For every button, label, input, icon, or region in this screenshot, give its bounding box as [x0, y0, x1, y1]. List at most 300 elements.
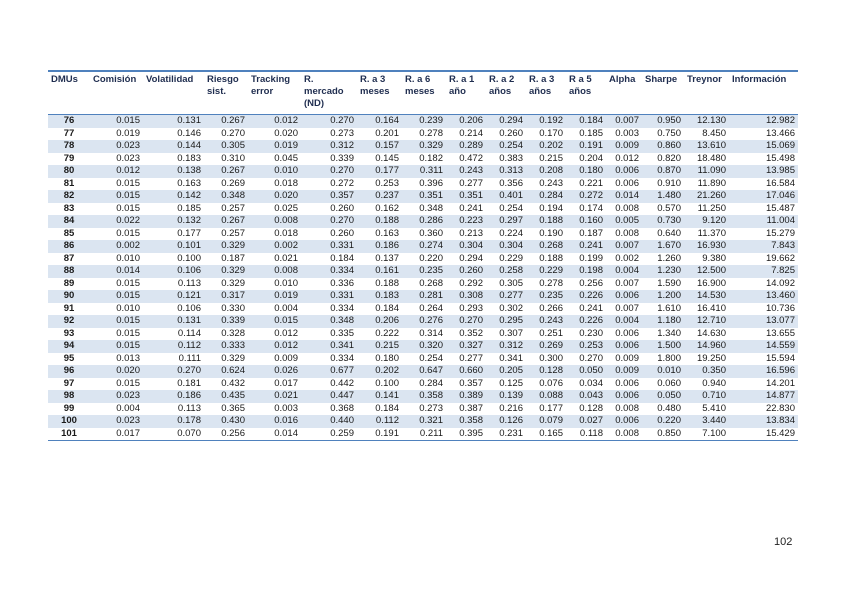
- table-cell: 0.187: [579, 227, 603, 239]
- table-cell: 0.277: [486, 290, 526, 303]
- table-cell: 0.243: [526, 315, 566, 328]
- table-cell: 10.736: [765, 302, 795, 314]
- table-cell: 0.294: [459, 252, 483, 264]
- table-cell: 0.274: [402, 240, 446, 253]
- column-header: Comisión: [90, 71, 143, 115]
- table-cell: 16.596: [729, 365, 798, 378]
- table-cell: 0.012: [90, 165, 143, 178]
- table-cell: 0.012: [615, 152, 639, 164]
- table-cell: 0.241: [579, 302, 603, 314]
- table-cell: 0.008: [606, 428, 642, 441]
- header-row: [48, 71, 798, 115]
- table-cell: 9.380: [702, 252, 726, 264]
- dmu-id-cell: 76: [48, 115, 90, 128]
- table-cell: 0.018: [274, 177, 298, 189]
- table-cell: 0.308: [446, 290, 486, 303]
- table-row: [48, 390, 798, 403]
- table-cell: 0.015: [90, 115, 143, 128]
- table-cell: 0.183: [177, 152, 201, 164]
- table-cell: 0.126: [486, 415, 526, 428]
- table-cell: 0.910: [657, 177, 681, 189]
- table-cell: 0.440: [301, 415, 357, 428]
- table-cell: 0.351: [402, 190, 446, 203]
- table-cell: 0.146: [177, 127, 201, 139]
- table-cell: 0.251: [539, 327, 563, 339]
- table-cell: 0.009: [606, 365, 642, 378]
- table-cell: 0.284: [526, 190, 566, 203]
- table-cell: 0.185: [177, 202, 201, 214]
- table-cell: 18.480: [696, 152, 726, 164]
- table-cell: 0.257: [221, 227, 245, 239]
- table-cell: 0.019: [248, 290, 301, 303]
- table-cell: 0.106: [177, 302, 201, 314]
- table-cell: 0.100: [177, 252, 201, 264]
- page-number: 102: [774, 536, 793, 548]
- table-cell: 0.358: [446, 415, 486, 428]
- table-cell: 0.009: [606, 140, 642, 153]
- table-cell: 0.348: [301, 315, 357, 328]
- table-cell: 0.010: [116, 302, 140, 314]
- table-cell: 0.202: [357, 365, 402, 378]
- table-cell: 0.677: [301, 365, 357, 378]
- table-cell: 0.383: [499, 152, 523, 164]
- table-cell: 0.254: [486, 140, 526, 153]
- table-cell: 0.112: [357, 415, 402, 428]
- table-row: [48, 240, 798, 253]
- table-cell: 0.163: [375, 227, 399, 239]
- table-cell: 0.009: [274, 352, 298, 364]
- table-cell: 0.157: [357, 140, 402, 153]
- table-cell: 0.267: [204, 165, 248, 178]
- table-cell: 0.314: [419, 327, 443, 339]
- table-cell: 0.023: [90, 390, 143, 403]
- table-cell: 1.590: [657, 277, 681, 289]
- table-cell: 0.264: [419, 302, 443, 314]
- table-cell: 0.317: [204, 290, 248, 303]
- table-cell: 0.357: [301, 190, 357, 203]
- table-cell: 0.076: [539, 377, 563, 389]
- table-cell: 0.111: [178, 352, 201, 364]
- table-cell: 0.295: [486, 315, 526, 328]
- table-cell: 0.220: [642, 415, 684, 428]
- table-cell: 0.187: [221, 252, 245, 264]
- table-cell: 0.331: [301, 240, 357, 253]
- table-cell: 17.046: [729, 190, 798, 203]
- table-cell: 0.008: [615, 402, 639, 414]
- table-cell: 0.278: [419, 127, 443, 139]
- table-cell: 1.230: [642, 265, 684, 278]
- table-cell: 0.007: [615, 277, 639, 289]
- table-cell: 0.277: [459, 352, 483, 364]
- table-cell: 0.161: [357, 265, 402, 278]
- table-cell: 0.191: [566, 140, 606, 153]
- table-cell: 0.430: [204, 415, 248, 428]
- data-table: [48, 70, 798, 441]
- table-cell: 15.429: [729, 428, 798, 441]
- table-cell: 0.237: [357, 190, 402, 203]
- table-cell: 0.258: [486, 265, 526, 278]
- table-cell: 0.389: [446, 390, 486, 403]
- table-cell: 14.960: [684, 340, 729, 353]
- table-cell: 0.304: [446, 240, 486, 253]
- table-cell: 0.870: [642, 165, 684, 178]
- table-cell: 0.277: [459, 177, 483, 189]
- dmu-id-cell: 92: [48, 315, 90, 328]
- table-cell: 0.141: [357, 390, 402, 403]
- table-cell: 0.221: [579, 177, 603, 189]
- table-cell: 0.015: [90, 190, 143, 203]
- table-cell: 0.192: [526, 115, 566, 128]
- table-cell: 0.660: [446, 365, 486, 378]
- table-cell: 12.982: [729, 115, 798, 128]
- table-cell: 0.106: [143, 265, 204, 278]
- table-cell: 0.012: [248, 115, 301, 128]
- table-row: [48, 353, 798, 366]
- table-cell: 0.358: [402, 390, 446, 403]
- table-cell: 0.270: [301, 165, 357, 178]
- table-cell: 0.348: [204, 190, 248, 203]
- table-cell: 0.940: [702, 377, 726, 389]
- dmu-id-cell: 80: [48, 165, 90, 178]
- table-cell: 0.860: [642, 140, 684, 153]
- table-cell: 0.006: [606, 340, 642, 353]
- table-cell: 0.297: [486, 215, 526, 228]
- table-cell: 0.131: [143, 315, 204, 328]
- table-cell: 16.900: [696, 277, 726, 289]
- table-cell: 0.050: [642, 390, 684, 403]
- table-cell: 0.019: [248, 140, 301, 153]
- column-header: R. a 6 meses: [402, 71, 446, 115]
- table-cell: 0.321: [402, 415, 446, 428]
- table-cell: 0.341: [301, 340, 357, 353]
- table-cell: 13.077: [729, 315, 798, 328]
- table-cell: 0.006: [615, 377, 639, 389]
- table-row: [48, 115, 798, 128]
- table-cell: 1.800: [657, 352, 681, 364]
- table-cell: 0.750: [657, 127, 681, 139]
- table-cell: 0.336: [330, 277, 354, 289]
- table-cell: 0.002: [248, 240, 301, 253]
- table-cell: 0.356: [499, 177, 523, 189]
- table-cell: 0.016: [248, 415, 301, 428]
- table-cell: 0.480: [657, 402, 681, 414]
- column-header: Tracking error: [248, 71, 301, 115]
- table-cell: 0.100: [375, 377, 399, 389]
- table-cell: 5.410: [702, 402, 726, 414]
- table-cell: 0.183: [357, 290, 402, 303]
- table-cell: 0.188: [539, 252, 563, 264]
- table-body: [48, 115, 798, 441]
- dmu-id-cell: 101: [48, 428, 90, 441]
- table-cell: 11.370: [697, 227, 726, 239]
- table-cell: 0.174: [579, 202, 603, 214]
- table-cell: 0.348: [419, 202, 443, 214]
- table-cell: 19.662: [765, 252, 795, 264]
- table-cell: 0.004: [274, 302, 298, 314]
- table-cell: 0.304: [486, 240, 526, 253]
- table-cell: 14.559: [729, 340, 798, 353]
- table-cell: 0.334: [330, 302, 354, 314]
- table-row: [48, 178, 798, 191]
- table-cell: 0.070: [143, 428, 204, 441]
- table-cell: 0.333: [204, 340, 248, 353]
- table-row: [48, 190, 798, 203]
- table-cell: 0.131: [143, 115, 204, 128]
- table-cell: 0.005: [606, 215, 642, 228]
- column-header: Treynor: [684, 71, 729, 115]
- table-cell: 0.305: [204, 140, 248, 153]
- table-cell: 12.500: [684, 265, 729, 278]
- column-header: Volatilidad: [143, 71, 204, 115]
- column-header: R. a 3 meses: [357, 71, 402, 115]
- table-cell: 0.008: [615, 202, 639, 214]
- table-cell: 0.269: [526, 340, 566, 353]
- table-cell: 0.270: [579, 352, 603, 364]
- table-cell: 0.235: [402, 265, 446, 278]
- table-cell: 0.312: [301, 140, 357, 153]
- table-cell: 0.401: [486, 190, 526, 203]
- table-cell: 0.163: [177, 177, 201, 189]
- table-cell: 0.260: [446, 265, 486, 278]
- dmu-id-cell: 96: [48, 365, 90, 378]
- column-header: Información: [729, 71, 798, 115]
- table-cell: 0.270: [143, 365, 204, 378]
- table-cell: 0.013: [116, 352, 140, 364]
- table-cell: 0.357: [459, 377, 483, 389]
- table-cell: 0.270: [221, 127, 245, 139]
- table-row: [48, 290, 798, 303]
- table-cell: 0.302: [499, 302, 523, 314]
- table-cell: 0.178: [143, 415, 204, 428]
- table-cell: 0.624: [204, 365, 248, 378]
- table-cell: 0.201: [375, 127, 399, 139]
- table-cell: 8.450: [702, 127, 726, 139]
- table-cell: 0.647: [402, 365, 446, 378]
- table-cell: 0.191: [357, 428, 402, 441]
- table-cell: 0.329: [204, 240, 248, 253]
- table-cell: 0.184: [330, 252, 354, 264]
- table-cell: 0.015: [116, 227, 140, 239]
- table-cell: 21.260: [684, 190, 729, 203]
- table-cell: 0.027: [566, 415, 606, 428]
- table-cell: 1.180: [642, 315, 684, 328]
- table-cell: 0.230: [579, 327, 603, 339]
- dmu-id-cell: 90: [48, 290, 90, 303]
- table-cell: 13.466: [765, 127, 795, 139]
- table-cell: 1.500: [642, 340, 684, 353]
- table-cell: 0.231: [486, 428, 526, 441]
- table-cell: 0.278: [539, 277, 563, 289]
- table-cell: 0.710: [684, 390, 729, 403]
- table-cell: 0.017: [90, 428, 143, 441]
- table-row: [48, 215, 798, 228]
- table-cell: 0.010: [274, 277, 298, 289]
- dmu-id-cell: 94: [48, 340, 90, 353]
- table-cell: 0.292: [459, 277, 483, 289]
- table-cell: 0.270: [446, 315, 486, 328]
- table-cell: 0.014: [248, 428, 301, 441]
- table-cell: 0.180: [375, 352, 399, 364]
- table-cell: 0.329: [204, 265, 248, 278]
- table-cell: 1.480: [642, 190, 684, 203]
- column-header: DMUs: [48, 71, 90, 115]
- table-cell: 0.273: [419, 402, 443, 414]
- table-cell: 0.010: [642, 365, 684, 378]
- table-row: [48, 278, 798, 291]
- table-cell: 0.002: [90, 240, 143, 253]
- table-cell: 0.164: [357, 115, 402, 128]
- table-cell: 0.293: [459, 302, 483, 314]
- table-cell: 0.850: [642, 428, 684, 441]
- table-cell: 0.329: [402, 140, 446, 153]
- table-cell: 0.396: [419, 177, 443, 189]
- table-row: [48, 328, 798, 341]
- table-cell: 0.023: [90, 415, 143, 428]
- table-cell: 0.060: [657, 377, 681, 389]
- table-cell: 0.300: [539, 352, 563, 364]
- table-cell: 0.360: [419, 227, 443, 239]
- table-cell: 0.177: [177, 227, 201, 239]
- table-cell: 0.351: [446, 190, 486, 203]
- table-cell: 0.335: [330, 327, 354, 339]
- table-cell: 0.243: [446, 165, 486, 178]
- table-cell: 0.112: [143, 340, 204, 353]
- table-cell: 0.006: [606, 290, 642, 303]
- table-cell: 0.188: [375, 277, 399, 289]
- table-cell: 0.019: [116, 127, 140, 139]
- table-cell: 14.630: [696, 327, 726, 339]
- table-cell: 0.272: [566, 190, 606, 203]
- table-cell: 0.640: [657, 227, 681, 239]
- table-cell: 0.442: [330, 377, 354, 389]
- dmu-id-cell: 88: [48, 265, 90, 278]
- table-cell: 0.259: [301, 428, 357, 441]
- table-cell: 22.830: [765, 402, 795, 414]
- table-cell: 0.190: [539, 227, 563, 239]
- table-cell: 0.194: [539, 202, 563, 214]
- table-row: [48, 265, 798, 278]
- table-cell: 0.730: [642, 215, 684, 228]
- table-row: [48, 253, 798, 266]
- table-cell: 13.985: [729, 165, 798, 178]
- table-cell: 11.004: [729, 215, 798, 228]
- table-cell: 0.281: [402, 290, 446, 303]
- table-cell: 0.138: [143, 165, 204, 178]
- table-cell: 0.256: [204, 428, 248, 441]
- table-cell: 0.395: [446, 428, 486, 441]
- table-cell: 0.570: [657, 202, 681, 214]
- dmu-id-cell: 91: [63, 302, 75, 314]
- table-cell: 0.202: [526, 140, 566, 153]
- table-cell: 0.284: [419, 377, 443, 389]
- table-cell: 0.211: [402, 428, 446, 441]
- table-cell: 0.006: [606, 165, 642, 178]
- table-cell: 0.950: [642, 115, 684, 128]
- table-cell: 0.079: [526, 415, 566, 428]
- table-cell: 1.340: [657, 327, 681, 339]
- dmu-id-cell: 100: [48, 415, 90, 428]
- table-cell: 0.260: [330, 227, 354, 239]
- table-cell: 0.820: [657, 152, 681, 164]
- table-cell: 0.273: [330, 127, 354, 139]
- table-cell: 0.472: [459, 152, 483, 164]
- table-row: [48, 378, 798, 391]
- table-cell: 11.090: [684, 165, 729, 178]
- table-cell: 0.137: [375, 252, 399, 264]
- table-cell: 0.121: [143, 290, 204, 303]
- table-cell: 0.286: [402, 215, 446, 228]
- table-cell: 15.498: [765, 152, 795, 164]
- table-cell: 0.206: [357, 315, 402, 328]
- table-cell: 0.185: [579, 127, 603, 139]
- table-cell: 0.256: [579, 277, 603, 289]
- table-cell: 0.365: [221, 402, 245, 414]
- table-cell: 0.341: [499, 352, 523, 364]
- table-cell: 0.184: [375, 302, 399, 314]
- table-cell: 0.329: [221, 277, 245, 289]
- table-cell: 0.113: [177, 402, 201, 414]
- table-cell: 15.279: [765, 227, 795, 239]
- dmu-id-cell: 78: [48, 140, 90, 153]
- table-cell: 0.216: [499, 402, 523, 414]
- table-cell: 3.440: [684, 415, 729, 428]
- table-cell: 0.253: [375, 177, 399, 189]
- table-cell: 0.329: [221, 352, 245, 364]
- table-cell: 0.268: [419, 277, 443, 289]
- table-cell: 0.269: [221, 177, 245, 189]
- table-cell: 7.100: [684, 428, 729, 441]
- table-cell: 15.487: [765, 202, 795, 214]
- table-cell: 0.267: [204, 215, 248, 228]
- table-cell: 0.328: [221, 327, 245, 339]
- table-cell: 0.307: [499, 327, 523, 339]
- table-cell: 0.014: [606, 190, 642, 203]
- table-cell: 1.200: [642, 290, 684, 303]
- table-cell: 12.710: [684, 315, 729, 328]
- table-cell: 0.272: [330, 177, 354, 189]
- table-cell: 0.312: [486, 340, 526, 353]
- dmu-id-cell: 97: [63, 377, 75, 389]
- table-cell: 14.201: [765, 377, 795, 389]
- table-cell: 0.015: [90, 290, 143, 303]
- table-cell: 0.327: [446, 340, 486, 353]
- table-cell: 0.268: [526, 240, 566, 253]
- dmu-id-cell: 84: [48, 215, 90, 228]
- table-cell: 0.188: [357, 215, 402, 228]
- table-cell: 0.198: [566, 265, 606, 278]
- table-cell: 0.003: [615, 127, 639, 139]
- column-header: R. a 3 años: [526, 71, 566, 115]
- table-cell: 0.145: [375, 152, 399, 164]
- table-cell: 0.128: [579, 402, 603, 414]
- table-cell: 0.334: [301, 265, 357, 278]
- table-cell: 0.128: [526, 365, 566, 378]
- dmu-id-cell: 82: [48, 190, 90, 203]
- table-cell: 13.610: [684, 140, 729, 153]
- table-cell: 0.118: [566, 428, 606, 441]
- table-cell: 0.010: [116, 252, 140, 264]
- table-cell: 0.015: [116, 277, 140, 289]
- table-cell: 0.241: [566, 240, 606, 253]
- column-header: R a 5 años: [566, 71, 606, 115]
- table-cell: 0.142: [143, 190, 204, 203]
- table-cell: 0.010: [248, 165, 301, 178]
- dmu-id-cell: 95: [63, 352, 75, 364]
- table-cell: 0.334: [330, 352, 354, 364]
- table-cell: 0.226: [566, 315, 606, 328]
- table-cell: 0.015: [90, 340, 143, 353]
- table-cell: 0.213: [459, 227, 483, 239]
